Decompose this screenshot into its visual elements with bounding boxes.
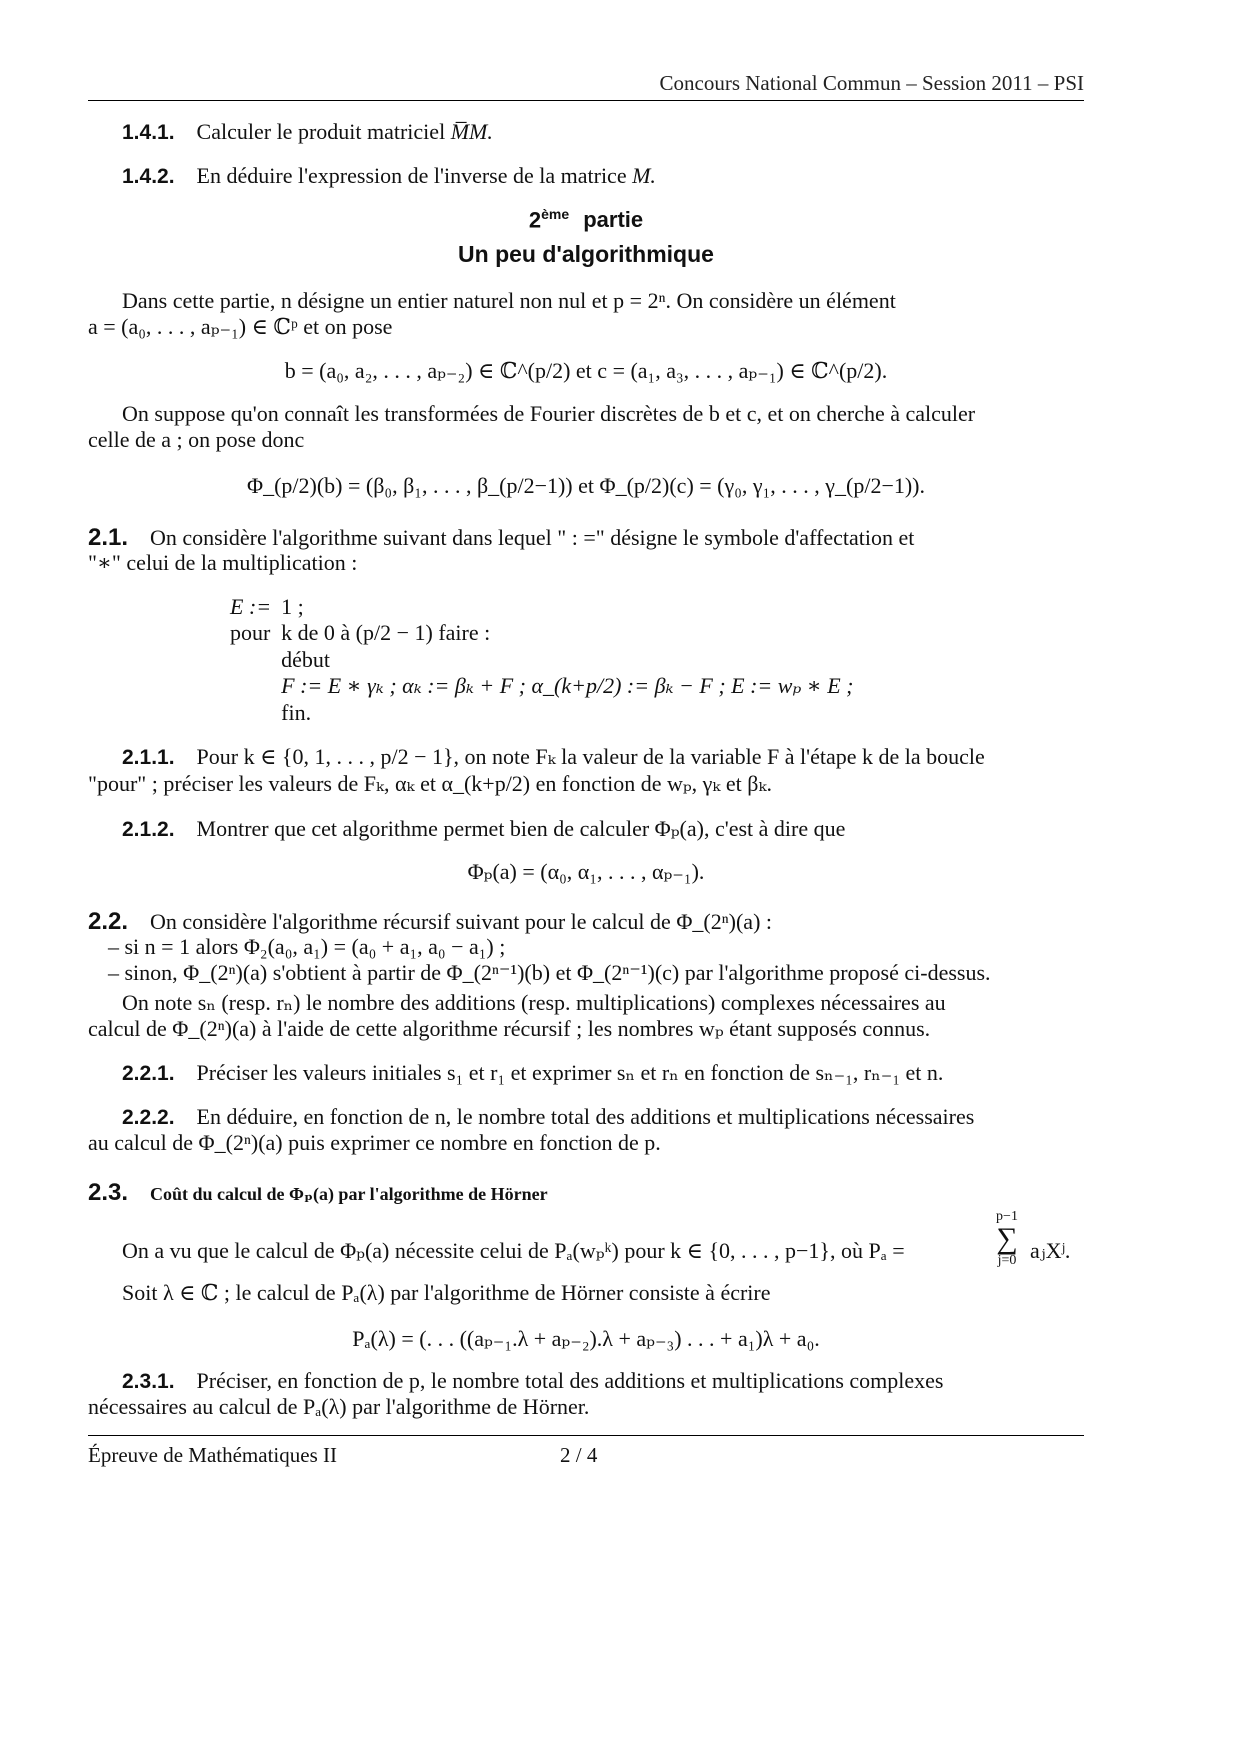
math-expression: M̅M. — [450, 119, 493, 144]
section-text: On considère l'algorithme récursif suivant pour le calcul de Φ_(2ⁿ)(a) : — [150, 909, 773, 934]
sum-upper-bound: p−1 — [996, 1209, 1018, 1224]
algo-statement: k de 0 à (p/2 − 1) faire : — [281, 620, 491, 646]
footer-rule — [88, 1435, 1084, 1436]
question-2-1-1-line-1 — [122, 743, 985, 772]
horner-formula: Pₐ(λ) = (. . . ((aₚ₋₁.λ + aₚ₋₂).λ + aₚ₋₃) . . . + a₁)λ + a₀. — [352, 1326, 820, 1351]
algorithm-table — [230, 594, 863, 726]
section-2-2-line-5: calcul de Φ_(2ⁿ)(a) à l'aide de cette algorithme récursif ; les nombres wₚ étant supposés connus. — [88, 1016, 931, 1041]
question-number: 2.2.1. — [122, 1062, 175, 1085]
section-title: Coût du calcul de Φₚ(a) par l'algorithme de Hörner — [150, 1184, 548, 1204]
question-text: En déduire, en fonction de n, le nombre total des additions et multiplications nécessaires — [196, 1104, 975, 1129]
algorithm-block — [230, 594, 863, 726]
question-number: 1.4.1. — [122, 121, 175, 144]
section-2-3-line-2: Soit λ ∈ ℂ ; le calcul de Pₐ(λ) par l'algorithme de Hörner consiste à écrire — [122, 1280, 771, 1305]
part-heading — [88, 205, 1084, 235]
part-subtitle: Un peu d'algorithmique — [458, 241, 714, 267]
part-number: 2 — [528, 207, 542, 233]
question-2-1-1-line-2: "pour" ; préciser les valeurs de Fₖ, αₖ et α_(k+p/2) en fonction de wₚ, γₖ et βₖ. — [88, 771, 773, 796]
question-2-3-1-line-1 — [122, 1367, 943, 1396]
question-text: Pour k ∈ {0, 1, . . . , p/2 − 1}, on note Fₖ la valeur de la variable F à l'étape k de la boucle — [196, 744, 985, 769]
sum-sign: ∑ — [996, 1222, 1018, 1255]
intro-line-1: Dans cette partie, n désigne un entier naturel non nul et p = 2ⁿ. On considère un élément — [122, 288, 896, 313]
question-text: Préciser, en fonction de p, le nombre total des additions et multiplications complexes — [196, 1368, 944, 1393]
algo-keyword: E := — [230, 594, 272, 619]
algorithm-row — [230, 647, 863, 673]
question-2-1-2-line-1 — [122, 815, 845, 844]
question-2-2-2-line-2: au calcul de Φ_(2ⁿ)(a) puis exprimer ce nombre en fonction de p. — [88, 1130, 661, 1155]
algo-spacer — [230, 673, 281, 699]
question-number: 2.1.2. — [122, 818, 175, 841]
question-2-3-1-line-2: nécessaires au calcul de Pₐ(λ) par l'algorithme de Hörner. — [88, 1394, 590, 1419]
algo-statement: fin. — [281, 699, 312, 725]
section-2-3-line-1: On a vu que le calcul de Φₚ(a) nécessite celui de Pₐ(wₚᵏ) pour k ∈ {0, . . . , p−1}, où Pₐ = — [122, 1238, 905, 1263]
algo-statement: F := E ∗ γₖ ; αₖ := βₖ + F ; α_(k+p/2) := βₖ − F ; E := wₚ ∗ E ; — [281, 673, 854, 699]
section-2-2-line-2: – si n = 1 alors Φ₂(a₀, a₁) = (a₀ + a₁, a₀ − a₁) ; — [108, 934, 506, 959]
question-text: Calculer le produit matriciel — [196, 119, 446, 144]
section-number: 2.3. — [88, 1179, 129, 1206]
summation — [985, 1210, 1029, 1268]
part-label: partie — [583, 207, 644, 233]
question-text: Préciser les valeurs initiales s₁ et r₁ et exprimer sₙ et rₙ en fonction de sₙ₋₁, rₙ₋₁ et n. — [196, 1060, 944, 1085]
section-2-3-heading — [88, 1177, 548, 1208]
section-2-1-line-2: "∗" celui de la multiplication : — [88, 550, 358, 575]
intro-line-3: On suppose qu'on connaît les transformées de Fourier discrètes de b et c, et on cherche à calculer — [122, 401, 976, 426]
algorithm-row — [230, 594, 863, 620]
question-1-4-2 — [122, 162, 656, 191]
intro-formula-bc: b = (a₀, a₂, . . . , aₚ₋₂) ∈ ℂ^(p/2) et c = (a₁, a₃, . . . , aₚ₋₁) ∈ ℂ^(p/2). — [284, 358, 888, 383]
algo-spacer — [230, 700, 281, 726]
algo-keyword: pour — [230, 620, 271, 646]
section-number: 2.1. — [88, 524, 129, 551]
algorithm-row — [230, 700, 863, 726]
algo-spacer — [230, 647, 281, 673]
question-number: 2.3.1. — [122, 1370, 175, 1393]
section-number: 2.2. — [88, 908, 129, 935]
question-text: En déduire l'expression de l'inverse de la matrice — [196, 163, 627, 188]
question-number: 1.4.2. — [122, 165, 175, 188]
sum-lower-bound: j=0 — [997, 1253, 1017, 1268]
algo-statement: début — [281, 646, 331, 672]
question-2-2-2-line-1 — [122, 1103, 974, 1132]
question-text: Montrer que cet algorithme permet bien de calculer Φₚ(a), c'est à dire que — [196, 816, 846, 841]
question-number: 2.1.1. — [122, 746, 175, 769]
section-text: On considère l'algorithme suivant dans lequel " : =" désigne le symbole d'affectation et — [150, 525, 915, 550]
algorithm-row — [230, 620, 863, 646]
section-2-2-line-3: – sinon, Φ_(2ⁿ)(a) s'obtient à partir de Φ_(2ⁿ⁻¹)(b) et Φ_(2ⁿ⁻¹)(c) par l'algorithme proposé ci-dessus. — [108, 960, 991, 985]
header-rule — [88, 100, 1084, 101]
section-2-2-line-4: On note sₙ (resp. rₙ) le nombre des additions (resp. multiplications) complexes nécessaires au — [122, 990, 946, 1015]
footer-title: Épreuve de Mathématiques II — [88, 1443, 337, 1467]
algorithm-row — [230, 673, 863, 699]
part-number-suffix: ème — [541, 206, 570, 222]
page-number: 2 / 4 — [560, 1443, 598, 1467]
question-2-1-2-formula: Φₚ(a) = (α₀, α₁, . . . , αₚ₋₁). — [467, 859, 705, 884]
sum-term: aⱼXʲ. — [1030, 1238, 1071, 1263]
intro-line-2: a = (a₀, . . . , aₚ₋₁) ∈ ℂᵖ et on pose — [88, 314, 393, 339]
algo-statement: 1 ; — [281, 594, 304, 619]
page-header: Concours National Commun – Session 2011 – PSI — [659, 71, 1084, 95]
intro-formula-phi: Φ_(p/2)(b) = (β₀, β₁, . . . , β_(p/2−1)) et Φ_(p/2)(c) = (γ₀, γ₁, . . . , γ_(p/2−1)). — [246, 473, 926, 498]
intro-line-4: celle de a ; on pose donc — [88, 427, 305, 452]
question-number: 2.2.2. — [122, 1106, 175, 1129]
question-2-2-1 — [122, 1059, 943, 1088]
question-1-4-1 — [122, 118, 493, 147]
math-expression: M. — [632, 163, 656, 188]
